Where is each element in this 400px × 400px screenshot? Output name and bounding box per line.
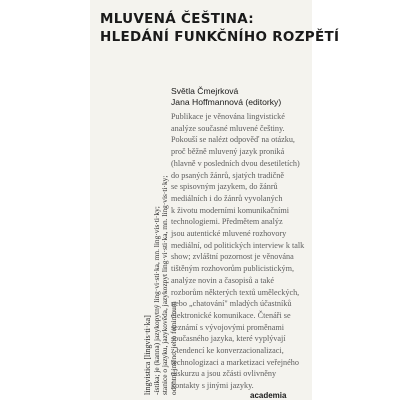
blurb-line: Pokouší se nalézt odpověď na otázku, [171,135,295,145]
blurb-line: technologizaci a marketizaci veřejného [171,357,299,367]
blurb-line: analýze novin a časopisů a také [171,275,274,285]
blurb-line: nebo „chatování" mladých účastníků [171,299,292,309]
book-cover [90,0,340,400]
blurb-line: rozborům některých textů uměleckých, [171,287,300,297]
title-line: MLUVENÁ ČEŠTINA: [100,11,254,27]
authors [171,86,281,108]
author-line: Jana Hoffmannová (editorky) [171,97,282,107]
blurb-line: (hlavně v posledních dvou desetiletích) [171,158,300,168]
blurb-line: analýze současné mluvené češtiny. [171,123,285,133]
blurb-line: tištěným rozhovorům publicistickým, [171,264,295,274]
publisher-logo: academia [250,391,287,400]
blurb-line: mediální, od politických interview k talk [171,240,305,250]
blurb-line: show; zvláštní pozornost je věnována [171,252,294,262]
blurb-line: technologiemi. Předmětem analýz [171,217,283,227]
blurb-line: se spisovným jazykem, do žánrů [171,182,278,192]
title-line: HLEDÁNÍ FUNKČNÍHO ROZPĚTÍ [100,29,340,45]
blurb-line: jsou autentické mluvené rozhovory [171,229,287,239]
dictionary-entry-line: odontní jméno, jeho femininum [168,301,178,395]
dictionary-entry-line: -ístika; je (kanna) jazykopytný ling·vi·sti·ka, mn. ling·vis·ti·ky; [151,206,161,395]
dictionary-entry-line: stanice o jazyku, jazykověda, jazykozpyt ling·vi·sti·ka, mn. ling·vis·ti·ky; [160,175,170,395]
dictionary-entry-line: lingvistica [lingvis·ti·ka] [143,315,152,395]
blurb-line: Publikace je věnována lingvistické [171,112,285,121]
blurb-line: do psaných žánrů, sjatých tradičně [171,170,284,180]
blurb-line: proč běžně mluvený jazyk proniká [171,147,285,157]
blurb-line: elektronické komunikace. Čtenáři se [171,310,291,320]
blurb-line: současného jazyka, které vyplývají [171,334,286,344]
author-line: Světla Čmejrková [171,86,239,96]
blurb-line: diskurzu a jsou zčásti ovlivněny [171,369,277,379]
blurb-line: kontakty s jinými jazyky. [171,381,254,391]
blurb-line: z tendencí ke konverzacionalizaci, [171,346,284,356]
blurb-line: seznámí s vývojovými proměnami [171,322,285,332]
blurb-line: k životu moderními komunikačními [171,205,290,215]
blurb-line: mediálních i do žánrů vyvolaných [171,193,283,203]
book-title [100,10,340,46]
book-blurb [171,111,311,392]
